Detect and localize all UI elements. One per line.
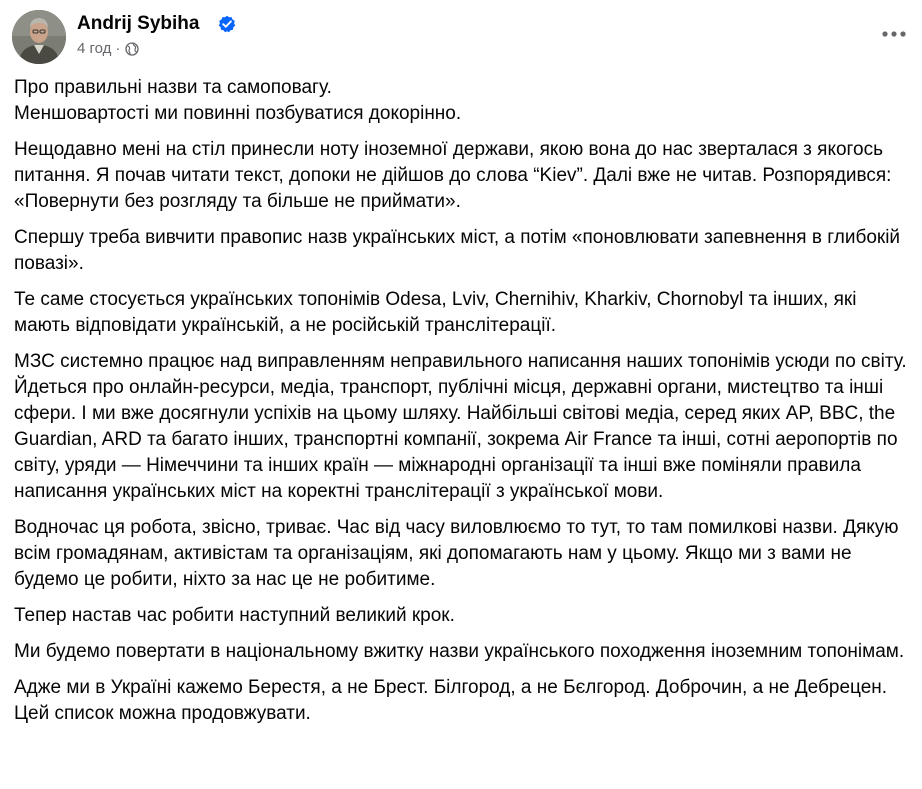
post-paragraph-6: Водночас ця робота, звісно, триває. Час від часу виловлюємо то тут, то там помилкові назви. Дякую всім громадянам, активістам та організаціям, які допомагають нам у цьому. Якщо ми з вами не будемо це робити, ніхто за нас це не робитиме. bbox=[14, 517, 899, 590]
post-paragraph-8: Ми будемо повертати в національному вжитку назви українського походження іноземним топонімам. bbox=[14, 641, 905, 662]
ellipsis-icon bbox=[880, 24, 908, 44]
verified-badge-icon bbox=[218, 15, 236, 33]
author-name[interactable]: Andrij Sybiha bbox=[77, 13, 200, 34]
post-paragraph-3: Спершу треба вивчити правопис назв українських міст, а потім «поновлювати запевнення в глибокій повазі». bbox=[14, 227, 901, 274]
globe-icon[interactable] bbox=[125, 42, 139, 56]
post-header bbox=[12, 10, 910, 66]
author-avatar[interactable] bbox=[12, 10, 66, 64]
post-timestamp[interactable]: 4 год bbox=[77, 40, 112, 57]
post-paragraph-7: Тепер настав час робити наступний великий крок. bbox=[14, 605, 455, 626]
post-paragraph-9: Адже ми в Україні кажемо Берестя, а не Брест. Білгород, а не Бєлгород. Доброчин, а не Дебрецен. Цей список можна продовжувати. bbox=[14, 677, 888, 724]
more-options-button[interactable] bbox=[880, 24, 908, 44]
post-paragraph-1: Про правильні назви та самоповагу. Меншовартості ми повинні позбуватися докорінно. bbox=[14, 77, 462, 124]
post-paragraph-4: Те саме стосується українських топонімів Odesa, Lviv, Chernihiv, Kharkiv, Chornobyl та інших, які мають відповідати українській, а не російській транслітерації. bbox=[14, 289, 857, 336]
profile-photo bbox=[12, 10, 66, 64]
post-body bbox=[14, 75, 912, 737]
post-meta bbox=[77, 40, 139, 58]
post-paragraph-2: Нещодавно мені на стіл принесли ноту іноземної держави, якою вона до нас зверталася з якогось питання. Я почав читати текст, допоки не дійшов до слова “Kiev”. Далі вже не читав. Розпорядився: «Повернути без розгляду та більше не приймати». bbox=[14, 139, 892, 212]
meta-separator: · bbox=[115, 40, 121, 57]
post-paragraph-5: МЗС системно працює над виправленням неправильного написання наших топонімів усюди по світу. Йдеться про онлайн-ресурси, медіа, транспорт, публічні місця, державні органи, мистецтво та інші сфери. І ми вже досягнули успіхів на цьому шляху. Найбільші світові медіа, серед яких AP, BBC, the Guardian, ARD та багато інших, транспортні компанії, зокрема Air France та інші, сотні аеропортів по світу, уряди — Німеччини та інших країн — міжнародні організації та інші вже поміняли правила написання українських міст на коректні транслітерації з української мови. bbox=[14, 351, 907, 502]
